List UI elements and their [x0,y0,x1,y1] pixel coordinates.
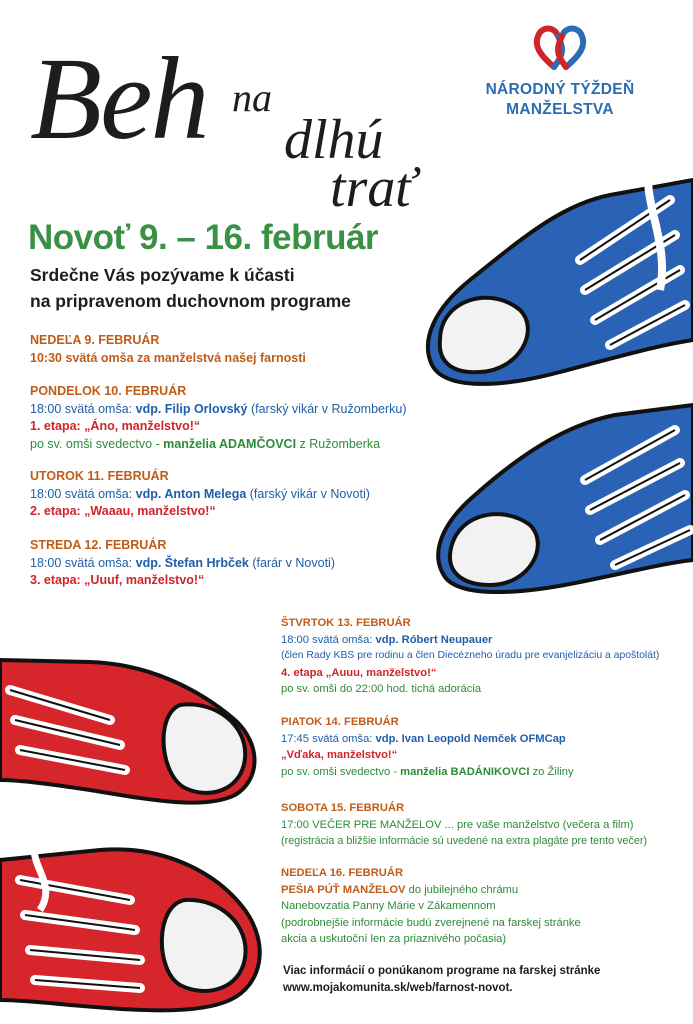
footer-url[interactable]: www.mojakomunita.sk/web/farnost-novot. [283,982,513,994]
testimony-label: po sv. omši svedectvo - [281,765,401,778]
logo-line1: NÁRODNÝ TÝŽDEŇ [485,81,635,98]
day-heading: NEDEĽA 9. FEBRUÁR [30,333,160,347]
red-shoe-bottom-illustration [0,820,270,1024]
pilgrimage-note-2: akcia a uskutoční len za priaznivého počasia) [281,933,507,945]
day-friday-14 [281,714,686,780]
invitation [30,262,460,314]
day-sunday-16 [281,865,686,948]
logo [480,22,640,130]
day-wednesday-12 [30,537,335,590]
mass-time: 18:00 svätá omša: [281,633,376,646]
stage-title: 4. etapa „Auuu, manželstvo!“ [281,666,437,679]
stage-title: 2. etapa: „Waaau, manželstvo!“ [30,504,216,518]
couple-name: manželia ADAMČOVCI [163,436,297,451]
day-heading: STREDA 12. FEBRUÁR [30,538,167,552]
priest-role: (člen Rady KBS pre rodinu a člen Diecézneho úradu pre evanjelizáciu a apoštolát) [281,650,660,661]
title-dlhu: dlhú [284,109,384,171]
testimony-label: po sv. omši svedectvo - [30,436,164,451]
evening-line: 17:00 VEČER PRE MANŽELOV ... pre vaše manželstvo (večera a film) [281,818,634,831]
stage-title: „Vďaka, manželstvo!“ [281,749,398,761]
priest-role: (farský vikár v Ružomberku) [247,401,407,416]
registration-note: (registrácia a bližšie informácie sú uvedené na extra plagáte pre tento večer) [281,835,648,847]
day-line: 10:30 svätá omša za manželstvá našej farnosti [30,350,306,365]
day-saturday-15 [281,800,686,850]
adoration-note: po sv. omši do 22:00 hod. tichá adorácia [281,683,482,695]
priest-name: vdp. Róbert Neupauer [375,633,493,646]
church-name: Nanebovzatia Panny Márie v Zákamennom [281,900,496,912]
priest-role: (farár v Novoti) [248,555,335,570]
stage-title: 3. etapa: „Uuuf, manželstvo!“ [30,573,205,587]
footer-info: Viac informácií o ponúkanom programe na farskej stránke [283,965,601,977]
day-monday-10 [30,383,407,453]
event-dates: Novoť 9. – 16. február [28,218,379,257]
blue-shoe-bottom-illustration [425,385,693,600]
mass-time: 18:00 svätá omša: [30,401,136,416]
day-heading: PONDELOK 10. FEBRUÁR [30,384,187,398]
mass-time: 18:00 svätá omša: [30,555,136,570]
pilgrimage-title: PEŠIA PÚŤ MANŽELOV [281,883,406,896]
priest-name: vdp. Anton Melega [135,486,247,501]
title-trat: trať [330,157,416,219]
day-heading: SOBOTA 15. FEBRUÁR [281,802,405,814]
invitation-line1: Srdečne Vás pozývame k účasti [30,265,295,285]
mass-time: 17:45 svätá omša: [281,732,376,745]
day-heading: ŠTVRTOK 13. FEBRUÁR [281,617,411,629]
priest-role: (farský vikár v Novoti) [246,486,370,501]
day-heading: PIATOK 14. FEBRUÁR [281,716,399,728]
couple-origin: zo Žiliny [529,765,574,778]
title-beh: Beh [30,33,208,164]
title-na: na [232,75,272,120]
stage-title: 1. etapa: „Áno, manželstvo!“ [30,419,201,433]
footer [283,963,683,997]
mass-time: 18:00 svätá omša: [30,486,136,501]
red-shoe-top-illustration [0,650,265,810]
day-heading: NEDEĽA 16. FEBRUÁR [281,867,404,879]
hearts-icon [532,22,588,72]
priest-name: vdp. Štefan Hrbček [135,555,249,570]
day-heading: UTOROK 11. FEBRUÁR [30,469,169,483]
couple-name: manželia BADÁNIKOVCI [400,765,530,778]
pilgrimage-destination: do jubilejného chrámu [405,883,519,896]
logo-line2: MANŽELSTVA [506,101,614,118]
priest-name: vdp. Ivan Leopold Nemček OFMCap [375,732,566,745]
day-thursday-13 [281,615,686,698]
priest-name: vdp. Filip Orlovský [135,401,248,416]
invitation-line2: na pripravenom duchovnom programe [30,291,351,311]
couple-origin: z Ružomberka [296,436,381,451]
pilgrimage-note-1: (podrobnejšie informácie budú zverejnené na farskej stránke [281,916,581,929]
day-sunday-9 [30,332,306,367]
day-tuesday-11 [30,468,370,521]
